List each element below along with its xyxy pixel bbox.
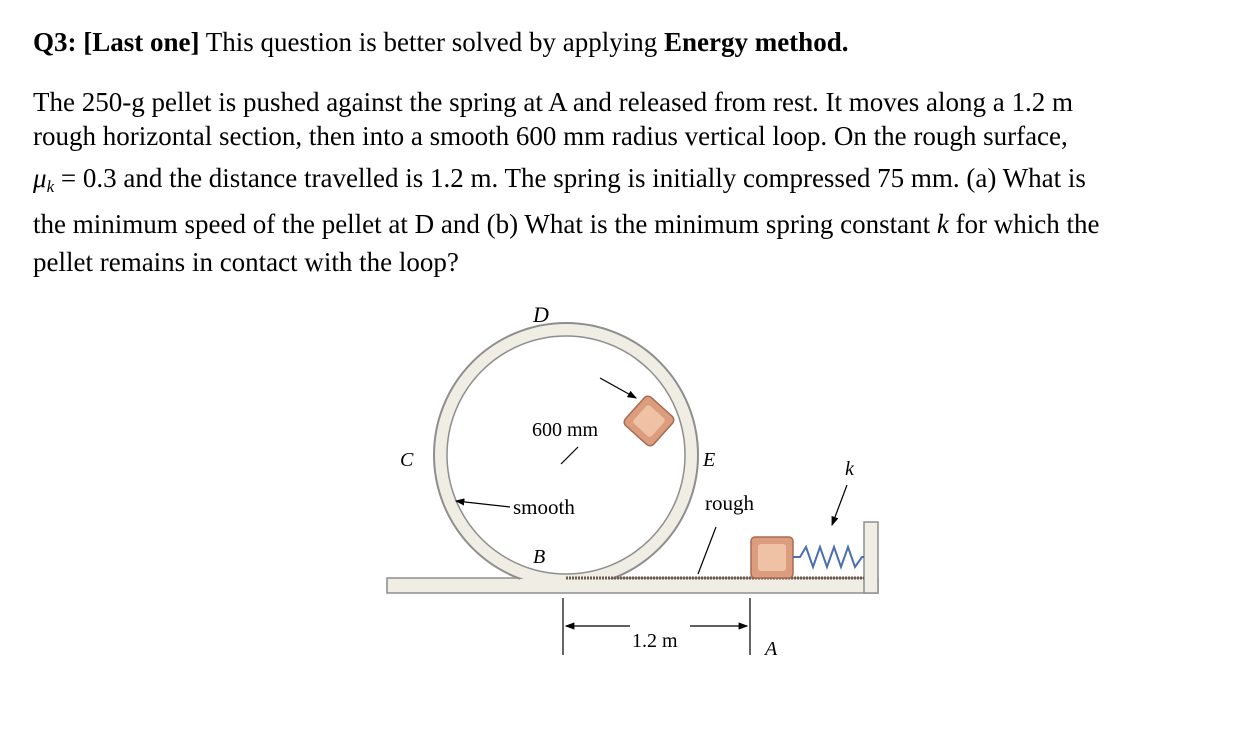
label-a: A [765, 638, 778, 660]
question-tag: [Last one] [83, 27, 200, 57]
k-leader [832, 485, 847, 525]
problem-line-3-text: = 0.3 and the distance travelled is 1.2 m. The spring is initially compressed 75 mm. (a) What is [60, 163, 1086, 193]
loop-floor-join [520, 579, 612, 592]
question-method: Energy method. [663, 27, 849, 57]
end-wall [864, 522, 878, 593]
question-intro: This question is better solved by applying [205, 27, 658, 57]
pellet-at-a [751, 537, 793, 578]
smooth-label: smooth [513, 495, 575, 519]
distance-label: 1.2 m [632, 630, 678, 652]
label-e: E [703, 449, 716, 471]
label-b: B [533, 546, 546, 568]
mu-subscript: k [46, 177, 55, 196]
radius-label: 600 mm [532, 419, 599, 441]
problem-line-5: pellet remains in contact with the loop? [33, 247, 459, 277]
question-label: Q3: [33, 27, 77, 57]
spring-constant-var: k [936, 209, 949, 239]
label-d: D [533, 302, 549, 327]
label-c: C [400, 449, 414, 471]
spring [793, 547, 864, 567]
loop-inner [447, 336, 685, 574]
problem-line-1: The 250-g pellet is pushed against the spring at A and released from rest. It moves along a 1.2 m [33, 87, 1074, 117]
problem-line-4-b: for which the [955, 209, 1100, 239]
mu-symbol: $\mu_k$ [33, 163, 55, 196]
track-floor [387, 578, 878, 593]
rough-label: rough [705, 491, 754, 515]
rough-leader [698, 527, 716, 574]
problem-line-4-a: the minimum speed of the pellet at D and (b) What is the minimum spring constant [33, 209, 931, 239]
label-k: k [845, 458, 854, 480]
problem-line-2: rough horizontal section, then into a smooth 600 mm radius vertical loop. On the rough surface, [33, 121, 1068, 151]
